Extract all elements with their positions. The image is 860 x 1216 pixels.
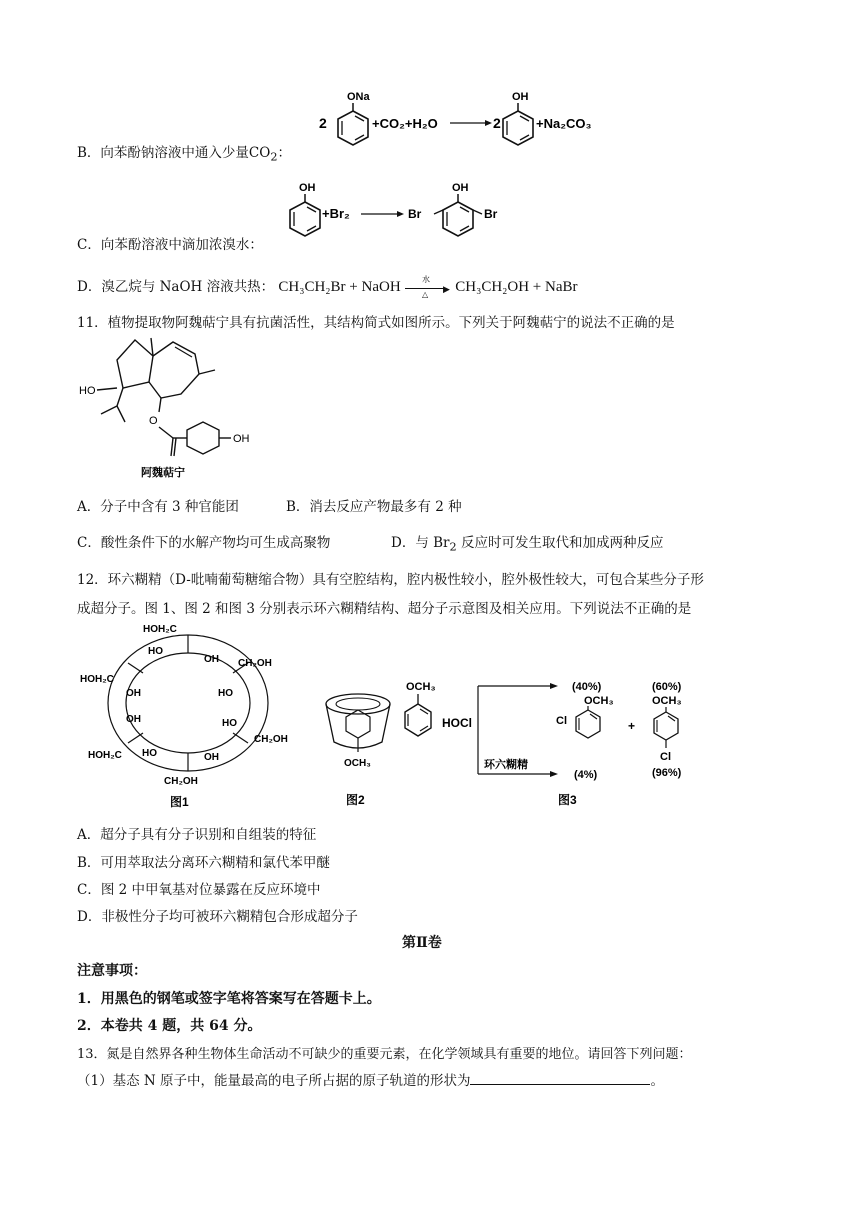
- svg-text:+CO₂+H₂O: +CO₂+H₂O: [372, 116, 438, 131]
- svg-text:CH₂OH: CH₂OH: [238, 658, 272, 669]
- svg-text:OCH₃: OCH₃: [406, 681, 436, 693]
- option-b-equation: [310, 85, 620, 157]
- svg-text:OH: OH: [299, 182, 316, 194]
- svg-text:ONa: ONa: [347, 91, 370, 103]
- svg-text:+: +: [628, 719, 636, 733]
- svg-text:+Br₂: +Br₂: [322, 206, 350, 221]
- svg-text:OH: OH: [452, 182, 469, 194]
- q13-stem: 13．氮是自然界各种生物体生命活动不可缺少的重要元素，在化学领域具有重要的地位。请回答下列问题：: [77, 1047, 692, 1062]
- svg-text:阿魏萜宁: 阿魏萜宁: [141, 467, 185, 479]
- coef: 2: [319, 115, 327, 131]
- svg-text:HOH₂C: HOH₂C: [88, 750, 122, 761]
- svg-text:OH: OH: [233, 433, 250, 445]
- notice-item-1: 1．用黑色的钢笔或签字笔将答案写在答题卡上。: [77, 991, 381, 1007]
- svg-text:+Na₂CO₃: +Na₂CO₃: [536, 116, 592, 131]
- svg-text:HOH₂C: HOH₂C: [143, 624, 177, 635]
- svg-text:Cl: Cl: [660, 751, 671, 763]
- svg-text:图2: 图2: [346, 793, 365, 807]
- option-d-right: CH₃CH₂OH + NaBr: [455, 279, 578, 295]
- q11-choice-b: B．消去反应产物最多有 2 种: [286, 499, 462, 515]
- svg-text:HOCl: HOCl: [442, 716, 472, 730]
- svg-text:图3: 图3: [558, 793, 577, 807]
- q11-choice-a: A．分子中含有 3 种官能团: [77, 499, 239, 515]
- svg-text:O: O: [149, 415, 158, 427]
- q12-choice-a: A．超分子具有分子识别和自组装的特征: [77, 827, 317, 843]
- notice-item-2: 2．本卷共 4 题，共 64 分。: [77, 1018, 262, 1034]
- svg-text:HO: HO: [148, 646, 163, 657]
- svg-text:图1: 图1: [170, 795, 189, 809]
- q11-structure: [75, 332, 280, 482]
- q12-choice-b: B．可用萃取法分离环六糊精和氯代苯甲醚: [77, 855, 330, 871]
- figure-3-reaction: [400, 672, 700, 812]
- svg-text:HO: HO: [218, 688, 233, 699]
- svg-text:OCH₃: OCH₃: [584, 695, 614, 707]
- q12-choice-d: D．非极性分子均可被环六糊精包合形成超分子: [77, 909, 358, 925]
- svg-text:OH: OH: [126, 714, 141, 725]
- answer-blank[interactable]: [470, 1070, 650, 1085]
- svg-text:HOH₂C: HOH₂C: [80, 674, 114, 685]
- svg-text:Cl: Cl: [556, 715, 567, 727]
- option-c-text: C．向苯酚溶液中滴加浓溴水：: [77, 237, 263, 253]
- svg-text:(40%): (40%): [572, 681, 602, 693]
- svg-text:OH: OH: [512, 91, 529, 103]
- q12-stem-line2: 成超分子。图 1、图 2 和图 3 分别表示环六糊精结构、超分子示意图及相关应用。下列说法不正确的是: [77, 601, 692, 617]
- svg-text:(96%): (96%): [652, 767, 682, 779]
- svg-text:CH₂OH: CH₂OH: [164, 776, 198, 787]
- svg-text:Br: Br: [484, 207, 498, 221]
- option-c-equation: [284, 176, 524, 248]
- svg-text:(60%): (60%): [652, 681, 682, 693]
- notice-heading: 注意事项：: [77, 963, 147, 979]
- svg-text:OH: OH: [204, 752, 219, 763]
- q11-stem: 11．植物提取物阿魏萜宁具有抗菌活性，其结构简式如图所示。下列关于阿魏萜宁的说法不正确的是: [77, 315, 675, 331]
- svg-text:环六糊精: 环六糊精: [484, 759, 528, 771]
- reaction-arrow: 水 ▶ △: [405, 280, 451, 296]
- q11-choice-c: C．酸性条件下的水解产物均可生成高聚物: [77, 535, 331, 551]
- svg-text:2: 2: [493, 115, 501, 131]
- svg-text:CH₂OH: CH₂OH: [254, 734, 288, 745]
- q11-choice-d: D．与 $Br_2$ 反应时可发生取代和加成两种反应: [391, 535, 664, 554]
- svg-text:HO: HO: [222, 718, 237, 729]
- svg-text:OH: OH: [204, 654, 219, 665]
- svg-text:OH: OH: [126, 688, 141, 699]
- option-d-left: CH₃CH₂Br + NaOH: [278, 279, 401, 295]
- q12-stem-line1: 12．环六糊精（D-吡喃葡萄糖缩合物）具有空腔结构，腔内极性较小，腔外极性较大，可包合某些分子形: [77, 572, 704, 588]
- option-d-text: D．溴乙烷与 NaOH 溶液共热： CH₃CH₂Br + NaOH 水 ▶ △ CH₃CH₂OH + NaBr: [77, 274, 578, 299]
- svg-text:Br: Br: [408, 207, 422, 221]
- svg-text:(4%): (4%): [574, 769, 598, 781]
- part-2-title: 第Ⅱ卷: [402, 935, 442, 951]
- q12-choice-c: C．图 2 中甲氧基对位暴露在反应环境中: [77, 882, 321, 898]
- svg-text:OCH₃: OCH₃: [344, 758, 371, 769]
- figure-2-supramolecule: [318, 690, 398, 810]
- option-b-text: B．向苯酚钠溶液中通入少量$CO_2$：: [77, 145, 291, 164]
- q13-part-1: （1）基态 N 原子中，能量最高的电子所占据的原子轨道的形状为 。: [77, 1069, 664, 1089]
- figure-1-cyclodextrin: [78, 618, 298, 818]
- svg-text:HO: HO: [79, 385, 96, 397]
- svg-text:HO: HO: [142, 748, 157, 759]
- svg-text:OCH₃: OCH₃: [652, 695, 682, 707]
